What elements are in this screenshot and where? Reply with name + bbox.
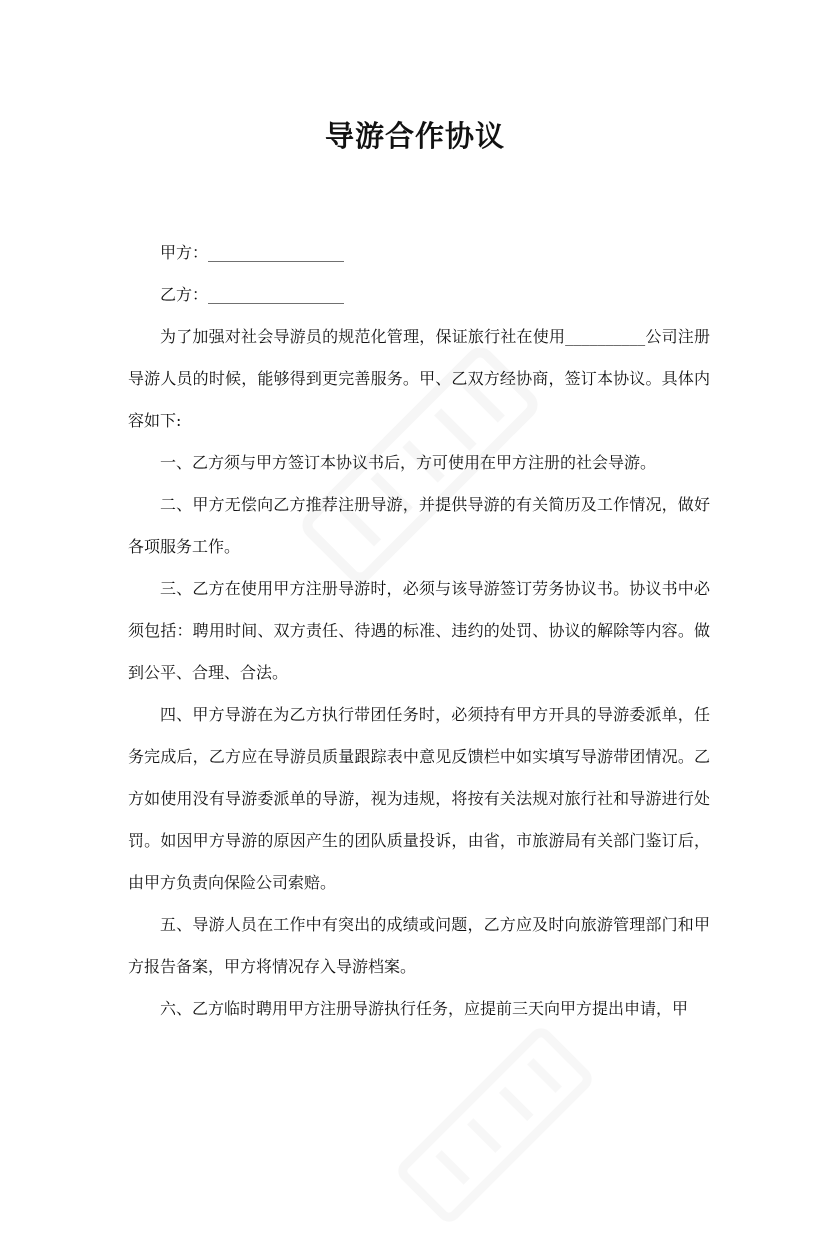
clause-2: 二、甲方无偿向乙方推荐注册导游，并提供导游的有关简历及工作情况，做好各项服务工作。 [128, 495, 710, 556]
intro-paragraph: 为了加强对社会导游员的规范化管理，保证旅行社在使用__________公司注册导游人员的时候，能够得到更完善服务。甲、乙双方经协商，签订本协议。具体内容如下: [128, 327, 710, 430]
clause-5: 五、导游人员在工作中有突出的成绩或问题，乙方应及时向旅游管理部门和甲方报告备案，甲方将情况存入导游档案。 [128, 915, 710, 976]
party-a-line: 甲方：_________________ [160, 243, 345, 262]
document-title: 导游合作协议 [324, 119, 505, 153]
watermark-icon [370, 1000, 620, 1250]
party-b-line: 乙方：_________________ [160, 285, 345, 304]
clause-6: 六、乙方临时聘用甲方注册导游执行任务，应提前三天向甲方提出申请，甲 [160, 999, 689, 1018]
clause-4: 四、甲方导游在为乙方执行带团任务时，必须持有甲方开具的导游委派单，任务完成后，乙方应在导游员质量跟踪表中意见反馈栏中如实填写导游带团情况。乙方如使用没有导游委派单的导游，视为违规，将按有关法规对旅行社和导游进行处罚。如因甲方导游的原因产生的团队质量投诉，由省，市旅游局有关部门鉴订后，由甲方负责向保险公司索赔。 [128, 705, 710, 892]
document-body [128, 232, 710, 1030]
clause-1: 一、乙方须与甲方签订本协议书后，方可使用在甲方注册的社会导游。 [160, 453, 657, 472]
clause-3: 三、乙方在使用甲方注册导游时，必须与该导游签订劳务协议书。协议书中必须包括：聘用时间、双方责任、待遇的标准、违约的处罚、协议的解除等内容。做到公平、合理、合法。 [128, 579, 710, 682]
